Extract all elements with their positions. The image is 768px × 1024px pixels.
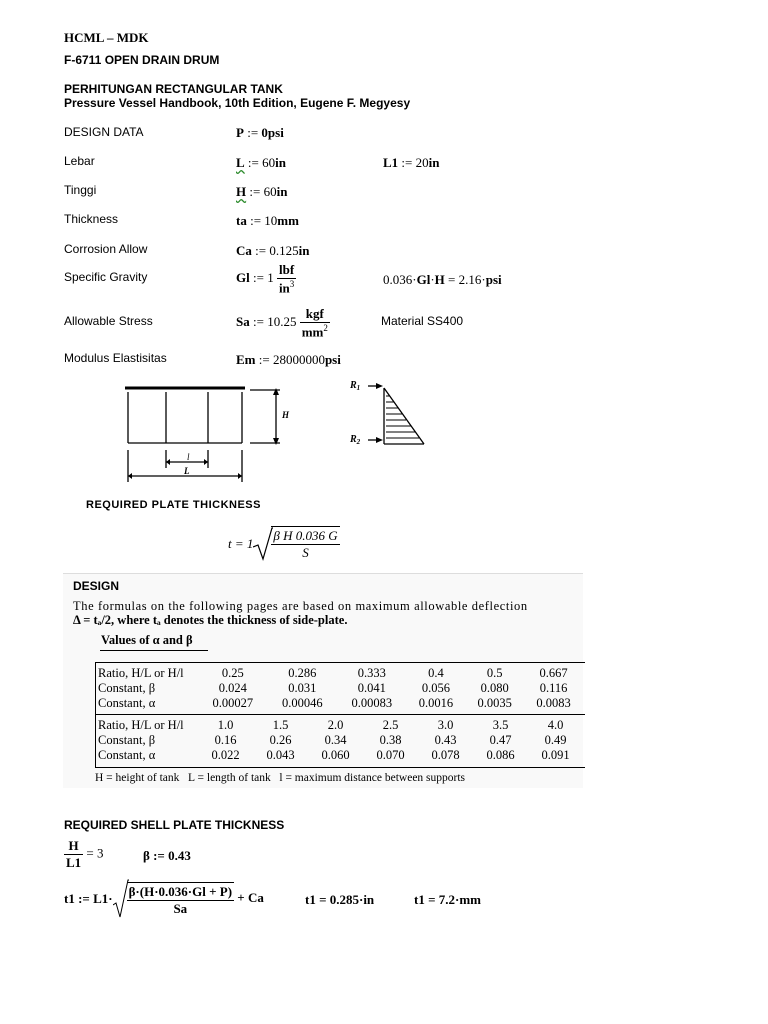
t1-formula: t1 := L1· $\frac{\beta\cdot(H\cdot 0.036\cdot Gl + P)}{Sa}$ + Ca — [64, 879, 264, 919]
tinggi-def: H := 60in — [236, 184, 288, 199]
t1-result-mm: t1 = 7.2·mm — [414, 892, 481, 907]
lebar-def: L := 60in — [236, 155, 286, 170]
alpha-row-1: Constant, α 0.00027 0.00046 0.00083 0.0016 0.0035 0.0083 — [98, 696, 571, 710]
calc-title: PERHITUNGAN RECTANGULAR TANK — [64, 82, 283, 96]
ratio-cell: 0.25 — [221, 666, 244, 680]
beta-label: Constant, β — [98, 681, 156, 695]
ratio-cell: 0.5 — [486, 666, 503, 680]
r1-label: $R_1$ — [350, 380, 361, 392]
material-label: Material SS400 — [381, 314, 464, 328]
design-scan-title: DESIGN — [73, 579, 120, 593]
lebar-label: Lebar — [64, 154, 95, 168]
values-title: Values of α and β — [101, 633, 193, 647]
values-table-1 — [98, 666, 583, 711]
modulus-def: Em := 28000000psi — [236, 352, 341, 367]
ratio-row-2: Ratio, H/L or H/l 1.0 1.5 2.0 2.5 3.0 3.5 4.0 — [98, 718, 564, 732]
alpha-row-2: Constant, α 0.022 0.043 0.060 0.070 0.078 0.086 0.091 — [98, 748, 570, 762]
tinggi-label: Tinggi — [64, 183, 97, 197]
modulus-label: Modulus Elastisitas — [64, 351, 167, 365]
table-footnote: H = height of tank L = length of tank l = maximum distance between supports — [95, 772, 466, 784]
ratio-cell: 0.667 — [539, 666, 568, 680]
r2-label: $R_2$ — [350, 434, 361, 446]
design-scan-line2: Δ = tₐ/2, where tₐ denotes the thickness of side-plate. — [73, 613, 348, 627]
ratio-cell: 0.4 — [428, 666, 444, 680]
required-plate-title: REQUIRED PLATE THICKNESS — [86, 499, 261, 511]
specific-gravity-def: Gl := 1 $\frac{\text{lbf}}{in^3}$ — [236, 262, 295, 296]
beta-row-1: Constant, β 0.024 0.031 0.041 0.056 0.080 0.116 — [98, 681, 568, 695]
design-table-scan — [63, 573, 583, 788]
design-data-label: DESIGN DATA — [64, 125, 144, 139]
l-small-label: l — [187, 452, 190, 462]
equipment-title: F-6711 OPEN DRAIN DRUM — [64, 53, 220, 67]
beta-row-2: Constant, β 0.16 0.26 0.34 0.38 0.43 0.47 0.49 — [98, 733, 567, 747]
ratio-row-1 — [98, 666, 583, 681]
pressure-def: P := 0psi — [236, 125, 284, 140]
l1-def: L1 := 20in — [383, 155, 440, 170]
height-ratio: $\frac{H}{L1}$ = 3 — [66, 838, 104, 870]
sqrt-sign-icon — [253, 527, 273, 561]
specific-gravity-label: Specific Gravity — [64, 270, 148, 284]
ratio-label: Ratio, H/L or H/l — [98, 666, 184, 680]
corrosion-label: Corrosion Allow — [64, 242, 148, 256]
tank-diagram — [110, 378, 450, 488]
values-table-2 — [98, 718, 583, 763]
design-scan-line1: The formulas on the following pages are based on maximum allowable deflection — [73, 599, 528, 613]
allowable-stress-label: Allowable Stress — [64, 314, 153, 328]
plate-formula: t = 1 $\frac{\text{β H 0.036 G}}{S}$ — [228, 528, 338, 560]
ratio-cell: 0.333 — [357, 666, 386, 680]
thickness-def: ta := 10mm — [236, 213, 299, 228]
alpha-label: Constant, α — [98, 696, 156, 710]
beta-assign: β := 0.43 — [143, 848, 191, 863]
shell-title: REQUIRED SHELL PLATE THICKNESS — [64, 818, 285, 832]
company-header: HCML – MDK — [64, 30, 149, 45]
thickness-label: Thickness — [64, 212, 119, 226]
corrosion-def: Ca := 0.125in — [236, 243, 310, 258]
hydrostatic-pressure: 0.036·Gl·H = 2.16·psi — [383, 272, 502, 287]
allowable-stress-def: Sa := 10.25 $\frac{\text{kgf}}{mm^2}$ — [236, 306, 328, 340]
l-big-label: L — [184, 466, 190, 476]
reference-title: Pressure Vessel Handbook, 10th Edition, Eugene F. Megyesy — [64, 96, 411, 110]
h-dimension-label: H — [282, 410, 290, 420]
ratio-cell: 0.286 — [288, 666, 317, 680]
t1-result-in: t1 = 0.285·in — [305, 892, 375, 907]
